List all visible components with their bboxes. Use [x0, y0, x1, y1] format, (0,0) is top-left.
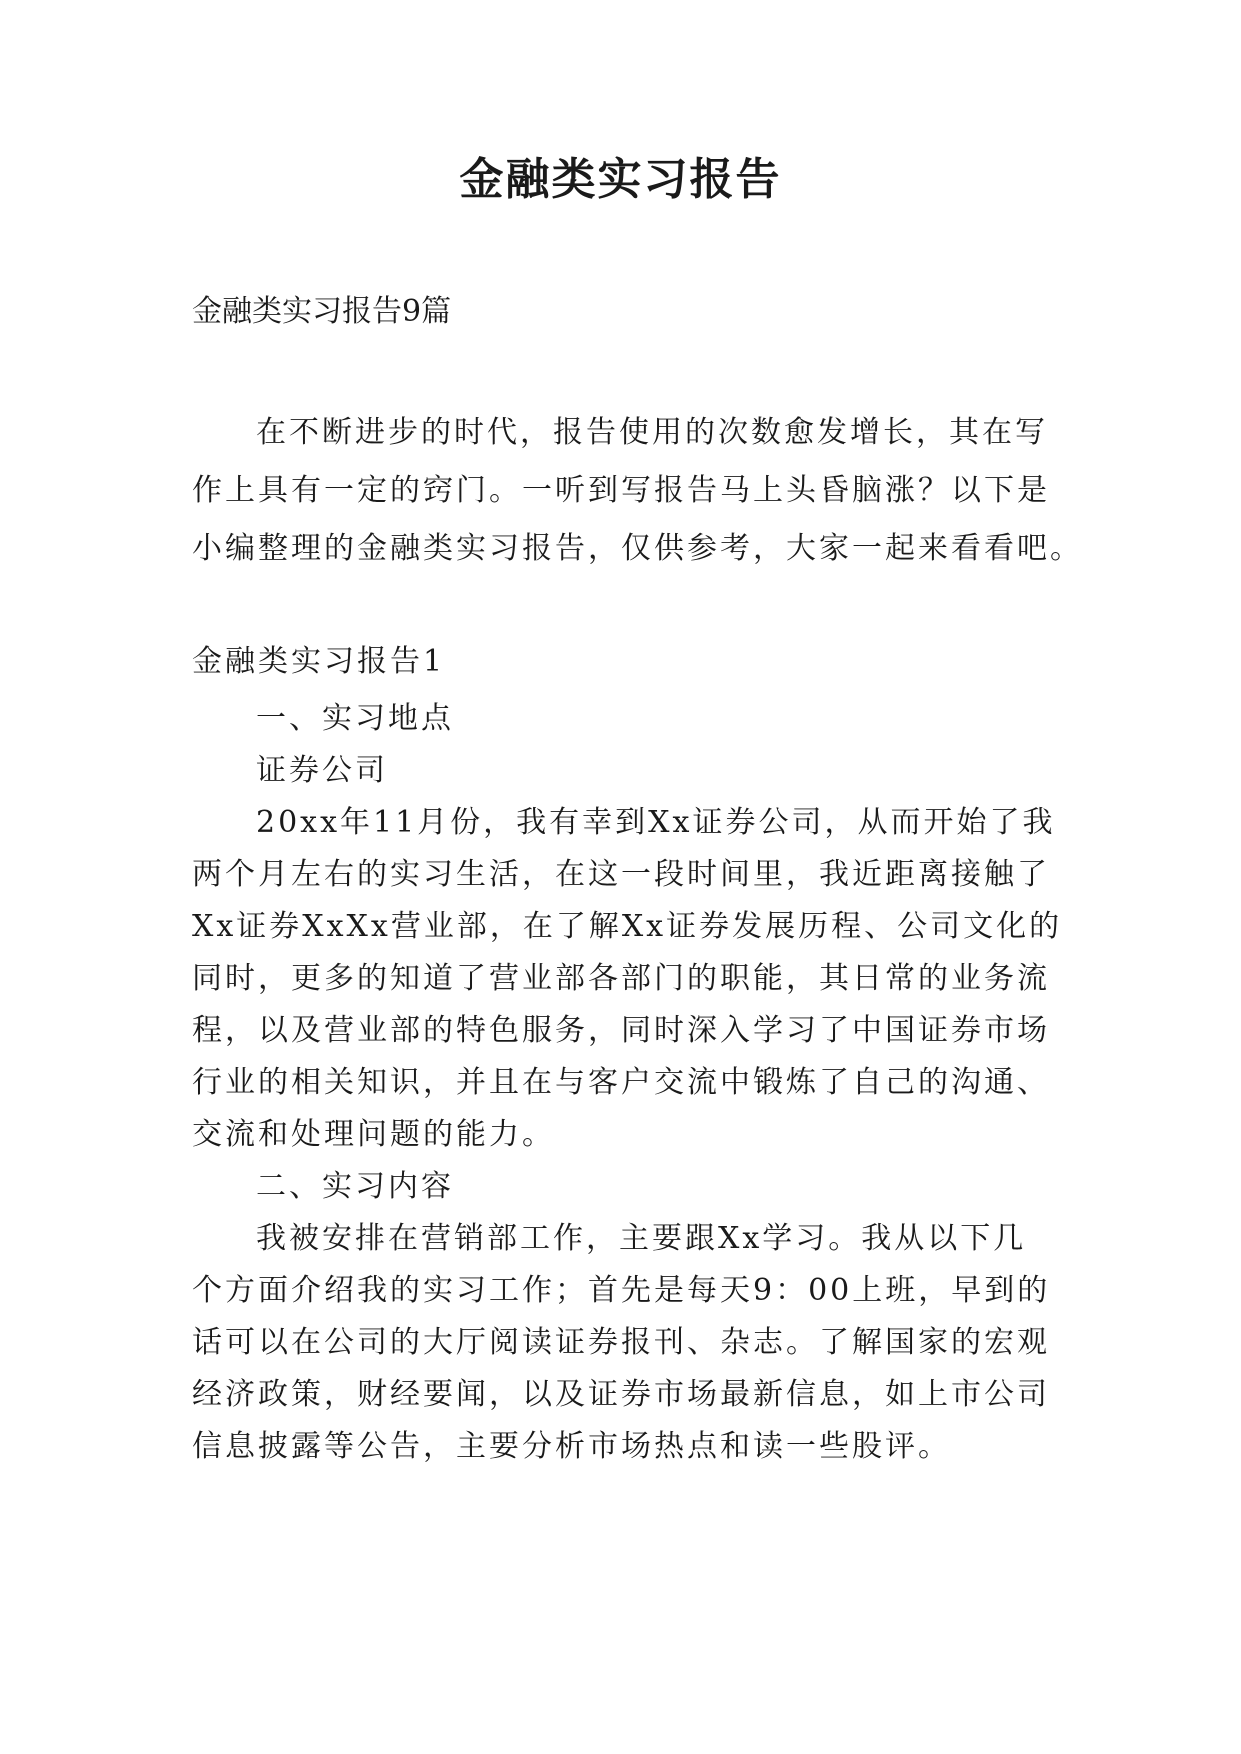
intro-line: 在不断进步的时代，报告使用的次数愈发增长，其在写 — [256, 415, 1048, 450]
body-line: 同时，更多的知道了营业部各部门的职能，其日常的业务流 — [192, 961, 1050, 996]
section-heading: 金融类实习报告1 — [192, 644, 446, 679]
document-subtitle: 金融类实习报告9篇 — [192, 294, 452, 329]
intro-paragraph — [192, 404, 1083, 578]
intro-line: 作上具有一定的窍门。一听到写报告马上头昏脑涨？以下是 — [192, 473, 1050, 508]
body-line: 我被安排在营销部工作，主要跟Xx学习。我从以下几 — [256, 1221, 1027, 1256]
body-line: 程，以及营业部的特色服务，同时深入学习了中国证券市场 — [192, 1013, 1050, 1048]
body-line: 信息披露等公告，主要分析市场热点和读一些股评。 — [192, 1429, 951, 1464]
body-line: 行业的相关知识，并且在与客户交流中锻炼了自己的沟通、 — [192, 1065, 1050, 1100]
body-line: 交流和处理问题的能力。 — [192, 1117, 555, 1152]
body-line: 两个月左右的实习生活，在这一段时间里，我近距离接触了 — [192, 857, 1050, 892]
body-line: 二、实习内容 — [256, 1169, 454, 1204]
body-line: 个方面介绍我的实习工作；首先是每天9：00上班，早到的 — [192, 1273, 1051, 1308]
body-line: Xx证券XxXx营业部，在了解Xx证券发展历程、公司文化的 — [192, 909, 1063, 944]
body-line: 一、实习地点 — [256, 701, 454, 736]
intro-line: 小编整理的金融类实习报告，仅供参考，大家一起来看看吧。 — [192, 531, 1083, 566]
document-title: 金融类实习报告 — [459, 154, 782, 205]
body-line: 经济政策，财经要闻，以及证券市场最新信息，如上市公司 — [192, 1377, 1050, 1412]
section1-body — [192, 693, 1063, 1473]
body-line: 话可以在公司的大厅阅读证券报刊、杂志。了解国家的宏观 — [192, 1325, 1050, 1360]
body-line: 证券公司 — [256, 753, 388, 788]
body-line: 20xx年11月份，我有幸到Xx证券公司，从而开始了我 — [256, 805, 1056, 840]
